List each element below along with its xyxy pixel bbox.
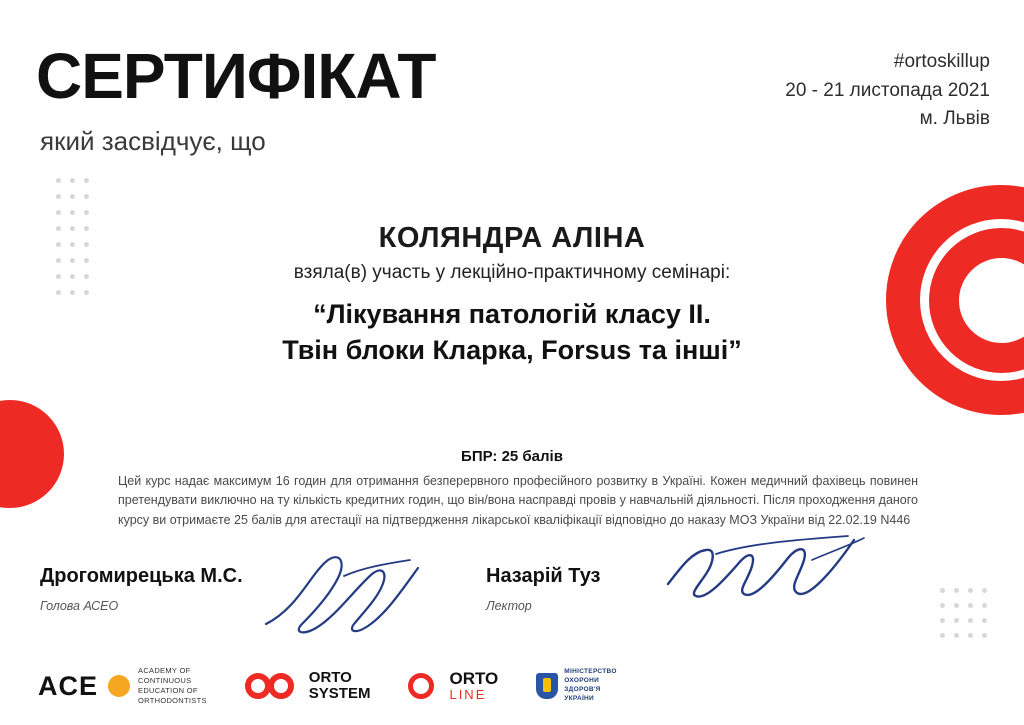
credit-points: БПР: 25 балів [461, 448, 563, 465]
logo-orto-line [408, 670, 498, 701]
orto-system-line-2: SYSTEM [308, 685, 371, 702]
signature-block-chair [40, 565, 243, 613]
ace-line-2: CONTINUOUS [138, 675, 192, 685]
participation-statement: взяла(в) участь у лекційно-практичному семінарі: [293, 262, 731, 283]
certificate-subtitle: який засвідчує, що [40, 126, 266, 156]
signatory-role: Голова АСЕО [40, 599, 119, 613]
course-title [0, 296, 1024, 369]
ace-line-3: EDUCATION OF [138, 686, 198, 695]
handwritten-signature-chair [258, 546, 438, 642]
signatory-role: Лектор [486, 599, 532, 613]
signature-block-lecturer [486, 565, 601, 613]
dot-grid-right [940, 588, 1000, 658]
orto-system-ring-icon [245, 673, 271, 699]
recipient-name: КОЛЯНДРА АЛІНА [378, 222, 646, 254]
signatory-name: Назарій Туз [486, 565, 601, 587]
logo-ace [38, 666, 207, 707]
footer-logos [0, 655, 1024, 717]
ministry-line-2: ОХОРОНИ [564, 677, 600, 685]
orto-line-wordmark [449, 670, 498, 701]
orto-line-line-1: ORTO [449, 669, 499, 689]
ace-circle-icon [108, 675, 130, 697]
orto-system-line-1: ORTO [308, 669, 352, 687]
logo-ministry-of-health [536, 668, 616, 703]
course-title-line-1: “Лікування патологій класу II. [313, 299, 711, 329]
ministry-emblem-icon [536, 673, 558, 699]
handwritten-signature-lecturer [662, 532, 872, 612]
ace-line-4: ORTHODONTISTS [138, 696, 207, 706]
ace-line-1: ACADEMY OF [138, 665, 191, 675]
orto-line-ring-icon [408, 673, 434, 699]
orto-line-line-2: LINE [449, 687, 487, 703]
event-meta [785, 48, 990, 134]
disclaimer-text: Цей курс надає максимум 16 годин для отримання безперервного професійного розвитку в Україні. Кожен медичний фахівець повинен претендувати виключно на ту кількість кредитних годин, що він/вона насправді провів у навчальній діяльності. Після проходження даного курсу ви отримаєте 25 балів для атестації на підтвердження лікарської кваліфікації відповідно до наказу МОЗ України від 22.02.19 N446 [118, 474, 918, 527]
orto-system-wordmark [309, 670, 371, 702]
ministry-line-1: МІНІСТЕРСТВО [564, 668, 617, 676]
ace-wordmark: ACE [38, 670, 99, 701]
logo-orto-system [245, 670, 371, 702]
signatory-name: Дрогомирецька М.С. [40, 565, 243, 587]
event-city: м. Львів [919, 108, 990, 129]
course-title-line-2: Твін блоки Кларка, Forsus та інші” [282, 335, 742, 366]
event-hashtag: #ortoskillup [893, 51, 990, 72]
ministry-line-4: УКРАЇНИ [564, 694, 595, 702]
orto-system-ring-icon-2 [268, 673, 294, 699]
ace-descriptor [138, 666, 207, 707]
page-title: СЕРТИФІКАТ [36, 40, 436, 112]
event-dates: 20 - 21 листопада 2021 [785, 79, 990, 101]
ministry-wordmark [564, 668, 616, 703]
ministry-line-3: ЗДОРОВ'Я [564, 686, 601, 693]
